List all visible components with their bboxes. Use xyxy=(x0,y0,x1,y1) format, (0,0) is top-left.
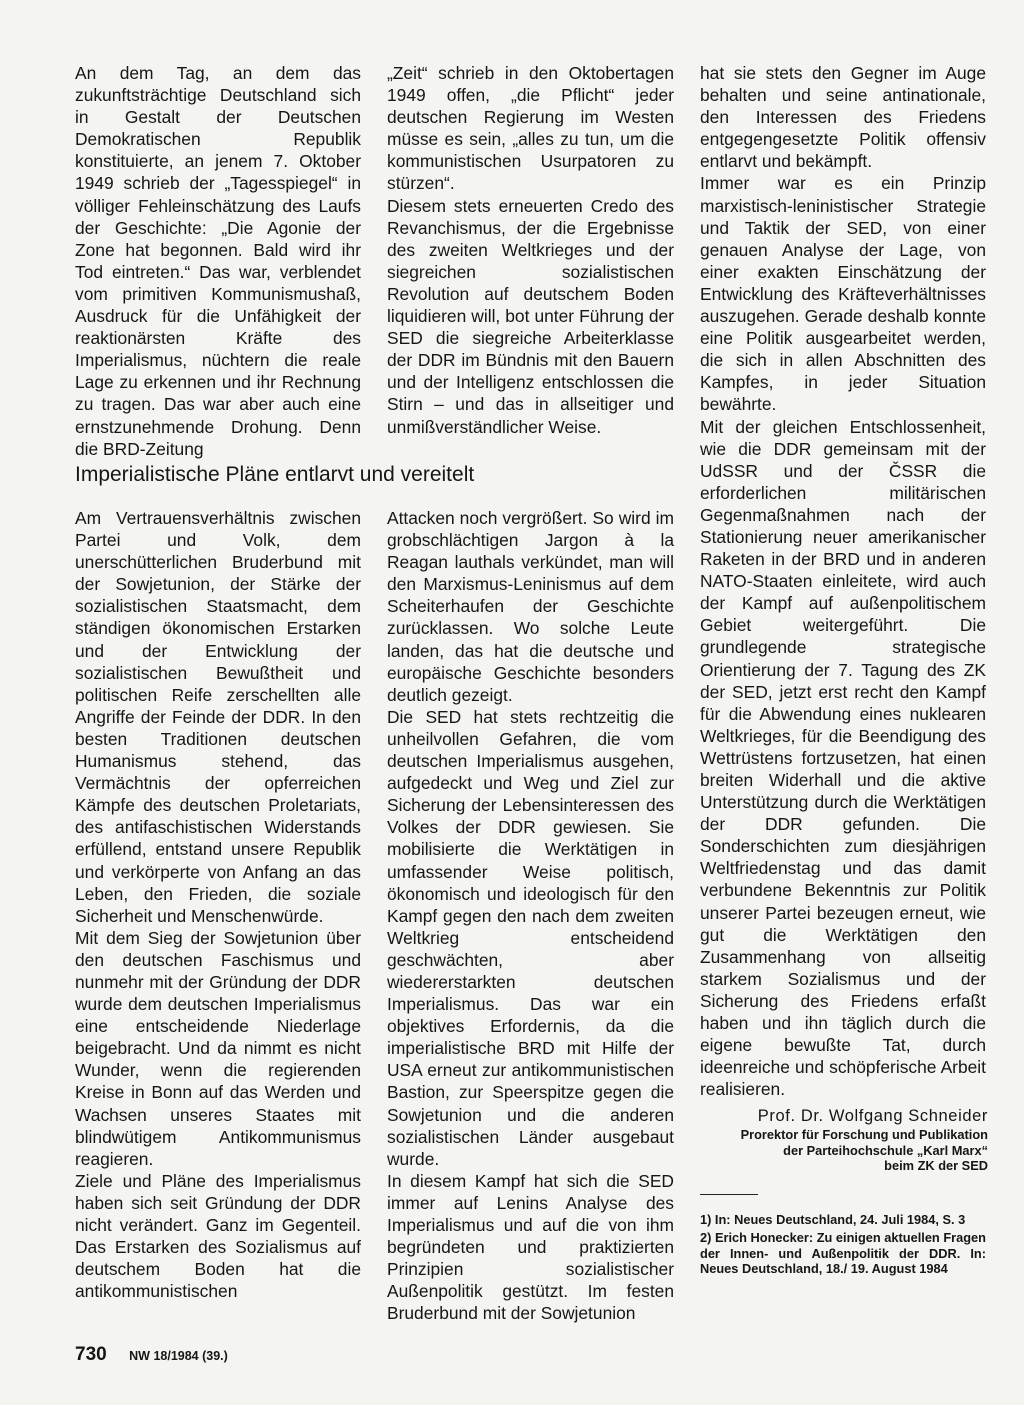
paragraph: Die SED hat stets rechtzeitig die unheilvollen Gefahren, die vom deutschen Imperialismus ausgehen, aufgedeckt und Weg und Ziel zur Sicherung der Lebensinteressen des Volkes der DDR gewiesen. Sie mobilisierte die Werktätigen in umfassender Weise politisch, ökonomisch und ideologisch für den Kampf gegen den nach dem zweiten Weltkrieg entscheidend geschwächten, aber wiedererstarkten deutschen Imperialismus. Das war ein objektives Erfordernis, da die imperialistische BRD mit Hilfe der USA erneut zur antikommunistischen Bastion, zur Speerspitze gegen die Sowjetunion und die anderen sozialistischen Länder ausgebaut wurde. xyxy=(387,706,674,1169)
footnote: 1) In: Neues Deutschland, 24. Juli 1984, S. 3 xyxy=(700,1212,966,1227)
section-heading: Imperialistische Pläne entlarvt und vereitelt xyxy=(75,463,475,486)
page-number: 730 xyxy=(75,1344,107,1365)
article-column-3 xyxy=(700,62,986,1100)
author-name: Prof. Dr. Wolfgang Schneider xyxy=(757,1107,988,1125)
paragraph: Attacken noch vergrößert. So wird im grobschlächtigen Jargon à la Reagan lauthals verkündet, man will den Marxismus-Leninismus auf dem Scheiterhaufen der Geschichte zurücklassen. Wo solche Leute landen, das hat die deutsche und europäische Geschichte besonders deutlich gezeigt. xyxy=(387,508,674,705)
article-column-2 xyxy=(387,62,674,438)
page-footer xyxy=(75,1344,228,1366)
paragraph: „Zeit“ schrieb in den Oktobertagen 1949 offen, „die Pflicht“ jeder deutschen Regierung im Westen müsse es sein, „alles zu tun, um die kommunistischen Usurpatoren zu stürzen“. xyxy=(387,63,674,194)
footnotes xyxy=(700,1212,986,1279)
paragraph: Ziele und Pläne des Imperialismus haben sich seit Gründung der DDR nicht verändert. Ganz im Gegenteil. Das Erstarken des Sozialismus auf deutschem Boden hat die antikommunistischen xyxy=(75,1170,361,1302)
paragraph: Diesem stets erneuerten Credo des Revanchismus, der die Ergebnisse des zweiten Weltkrieges und der siegreichen sozialistischen Revolution auf deutschem Boden liquidieren will, bot unter Führung der SED die siegreiche Arbeiterklasse der DDR im Bündnis mit den Bauern und der Intelligenz entschlossen die Stirn – und das in allseitiger und unmißverständlicher Weise. xyxy=(387,195,674,437)
author-signature xyxy=(698,1106,988,1174)
paragraph: Am Vertrauensverhältnis zwischen Partei und Volk, dem unerschütterlichen Bruderbund mit der Sowjetunion, der Stärke der sozialistischen Staatsmacht, dem ständigen ökonomischen Erstarken und der Entwicklung der sozialistischen Bewußtheit und politischen Reife zerschellten alle Angriffe der Feinde der DDR. In den besten Traditionen deutschen Humanismus stehend, das Vermächtnis der opferreichen Kämpfe des deutschen Proletariats, des antifaschistischen Widerstands erfüllend, entstand unsere Republik und verkörperte von Anfang an das Leben, den Frieden, die soziale Sicherheit und Menschenwürde. xyxy=(75,508,361,926)
author-role-line: der Parteihochschule „Karl Marx“ xyxy=(783,1142,988,1158)
footnote: 2) Erich Honecker: Zu einigen aktuellen Fragen der Innen- und Außenpolitik der DDR. In: Neues Deutschland, 18./ 19. August 1984 xyxy=(700,1229,986,1277)
article-column-5 xyxy=(387,507,674,1324)
article-column-1 xyxy=(75,62,361,460)
article-column-4 xyxy=(75,507,361,1302)
paragraph: Mit der gleichen Entschlossenheit, wie die DDR gemeinsam mit der UdSSR und der ČSSR die erforderlichen militärischen Gegenmaßnahmen nach der Stationierung neuer amerikanischer Raketen in der BRD und in anderen NATO-Staaten einleitete, wird auch der Kampf auf außenpolitischem Gebiet weitergeführt. Die grundlegende strategische Orientierung der 7. Tagung des ZK der SED, jetzt erst recht den Kampf für die Abwendung eines nuklearen Weltkrieges, für die Beendigung des Wettrüstens fortzusetzen, hat einen breiten Widerhall und die aktive Unterstützung durch die Werktätigen der DDR gefunden. Die Sonderschichten zum diesjährigen Weltfriedenstag und das damit verbundene Bekenntnis zur Politik unserer Partei bezeugen erneut, wie gut die Werktätigen den Zusammenhang von allseitig starkem Sozialismus und der Sicherung des Friedens erfaßt haben und ihn täglich durch die eigene bewußte Tat, durch ideenreiche und schöpferische Arbeit realisieren. xyxy=(700,416,986,1100)
paragraph: In diesem Kampf hat sich die SED immer auf Lenins Analyse des Imperialismus und auf die von ihm begründeten und praktizierten Prinzipien sozialistischer Außenpolitik gestützt. Im festen Bruderbund mit der Sowjetunion xyxy=(387,1170,674,1324)
paragraph: hat sie stets den Gegner im Auge behalten und seine antinationale, den Interessen des Friedens entgegengesetzte Politik offensiv entlarvt und bekämpft. xyxy=(700,63,986,172)
paragraph: An dem Tag, an dem das zukunftsträchtige Deutschland sich in Gestalt der Deutschen Demokratischen Republik konstituierte, an jenem 7. Oktober 1949 schrieb der „Tagesspiegel“ in völliger Fehleinschätzung des Laufs der Geschichte: „Die Agonie der Zone hat begonnen. Bald wird ihr Tod eintreten.“ Das war, verblendet vom primitiven Kommunismushaß, Ausdruck für die Unfähigkeit der reaktionärsten Kräfte des Imperialismus, nüchtern die reale Lage zu erkennen und ihr Rechnung zu tragen. Das war aber auch eine ernstzunehmende Drohung. Denn die BRD-Zeitung xyxy=(75,63,361,459)
author-role-line: beim ZK der SED xyxy=(884,1158,988,1173)
author-role-line: Prorektor für Forschung und Publikation xyxy=(740,1127,988,1142)
paragraph: Immer war es ein Prinzip marxistisch-leninistischer Strategie und Taktik der SED, von einer genauen Analyse der Lage, von einer exakten Einschätzung der Entwicklung des Kräfteverhältnisses auszugehen. Gerade deshalb konnte eine Politik ausgearbeitet werden, die sich in allen Abschnitten des Kampfes, in jeder Situation bewährte. xyxy=(700,173,986,415)
issue-label: NW 18/1984 (39.) xyxy=(129,1349,228,1363)
paragraph: Mit dem Sieg der Sowjetunion über den deutschen Faschismus und nunmehr mit der Gründung der DDR wurde dem deutschen Imperialismus eine entscheidende Niederlage beigebracht. Und da nimmt es nicht Wunder, wenn die regierenden Kreise in Bonn auf das Werden und Wachsen unseres Staates mit blindwütigem Antikommunismus reagieren. xyxy=(75,927,361,1169)
footnote-divider xyxy=(700,1194,758,1195)
